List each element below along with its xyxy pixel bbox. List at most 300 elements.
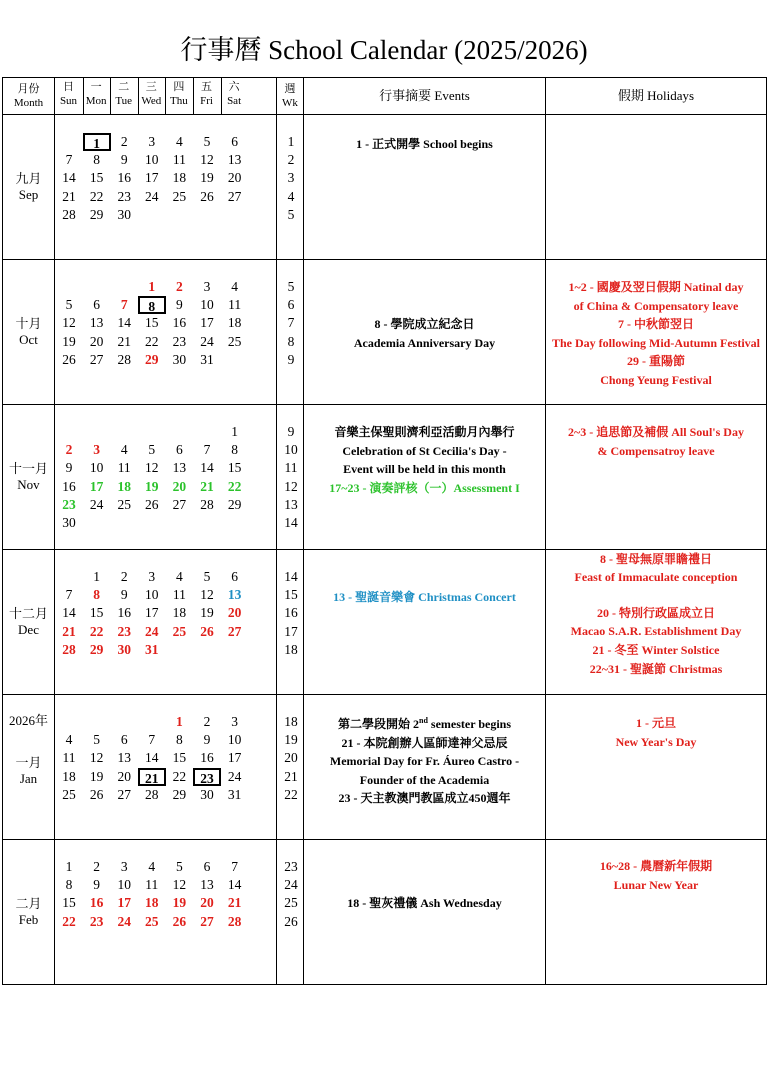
month-header-zh: 月份 [17, 83, 40, 95]
week-number: 26 [284, 913, 298, 929]
holiday-line: & Compensatroy leave [597, 443, 715, 458]
day-cell: 3 [203, 279, 211, 294]
holiday-line: 29 - 重陽節 [627, 354, 685, 368]
day-cell: 8 [176, 732, 183, 748]
weekday-sun [55, 80, 82, 108]
day-cell: 26 [200, 188, 214, 204]
day-cell: 6 [176, 442, 183, 458]
event-line: 21 - 本院創辦人區師達神父忌辰 [341, 735, 508, 750]
day-cell: 11 [145, 877, 159, 893]
day-cell: 4 [120, 442, 128, 458]
week-number: 16 [284, 605, 298, 621]
day-cell: 29 [172, 786, 187, 802]
header-row [3, 78, 767, 115]
day-cell: 7 [231, 859, 238, 874]
day-cell: 25 [172, 623, 187, 639]
day-cell: 2 [120, 569, 128, 584]
month-row-dec [3, 550, 767, 695]
day-cell: 1 [176, 714, 183, 729]
day-cell: 25 [117, 496, 131, 512]
day-cell: 8 [65, 877, 73, 893]
event-line: 13 - 聖誕音樂會 Christmas Concert [333, 590, 516, 604]
day-cell: 13 [172, 460, 187, 476]
day-cell: 29 [89, 206, 104, 222]
event-line: Memorial Day for Fr. Áureo Castro - [329, 754, 520, 768]
day-cell: 6 [93, 297, 100, 313]
weekday-en: Thu [170, 95, 188, 107]
day-cell: 19 [89, 768, 104, 784]
holiday-line: New Year's Day [615, 734, 697, 749]
week-number: 15 [284, 587, 298, 603]
day-cell: 14 [62, 605, 76, 621]
month-zh: 九月 [15, 171, 42, 186]
month-days-grid [55, 695, 277, 840]
day-cell: 6 [231, 569, 238, 584]
day-cell: 7 [65, 587, 73, 603]
day-cell: 1 [148, 279, 156, 294]
day-cell: 9 [203, 732, 211, 748]
day-cell: 7 [148, 732, 156, 748]
day-cell: 2 [93, 859, 100, 874]
month-days-grid [55, 405, 277, 550]
day-cell: 29 [89, 641, 104, 657]
month-label [3, 695, 55, 840]
day-cell: 13 [227, 152, 242, 168]
event-line: 音樂主保聖則濟利亞活動月內舉行 [334, 425, 515, 439]
day-cell: 24 [145, 188, 159, 204]
day-cell: 16 [172, 315, 187, 331]
week-number: 6 [287, 297, 295, 313]
weekday-zh: 二 [118, 81, 130, 93]
day-cell: 20 [200, 895, 214, 911]
day-cell: 28 [62, 206, 76, 222]
event-line: 8 - 學院成立紀念日 [374, 317, 475, 331]
day-cell: 24 [145, 623, 159, 639]
week-number: 14 [284, 515, 298, 530]
day-cell: 27 [227, 188, 242, 204]
month-label [3, 260, 55, 405]
day-cell: 2 [65, 442, 73, 458]
day-cell: 4 [231, 279, 238, 294]
day-cell: 19 [145, 478, 159, 494]
day-cell: 30 [117, 206, 131, 222]
day-cell: 21 [62, 188, 76, 204]
events-cell [304, 840, 546, 985]
week-number: 1 [287, 134, 295, 149]
day-cell: 13 [117, 750, 131, 766]
month-zh: 十一月 [8, 461, 48, 476]
day-cell: 11 [172, 587, 186, 603]
day-cell: 27 [227, 623, 242, 639]
day-cell: 14 [227, 877, 242, 893]
month-zh: 十月 [15, 316, 42, 331]
day-cell: 4 [65, 732, 73, 748]
month-label [3, 405, 55, 550]
day-cell: 13 [227, 587, 242, 603]
holidays-cell [546, 260, 767, 405]
week-number: 14 [284, 569, 298, 584]
weekday-en: Mon [85, 95, 107, 107]
day-cell: 23 [172, 333, 187, 349]
holiday-line: 16~28 - 農曆新年假期 [599, 859, 713, 873]
day-cell: 17 [145, 605, 159, 621]
day-cell: 10 [200, 297, 214, 313]
day-cell: 15 [89, 605, 104, 621]
day-cell: 24 [200, 333, 214, 349]
week-header-en: Wk [282, 97, 298, 109]
year-label: 2026年 [8, 713, 48, 728]
day-cell: 19 [172, 895, 187, 911]
event-line: 17~23 - 演奏評核（一）Assessment I [329, 480, 520, 495]
day-cell: 4 [148, 859, 156, 874]
weekday-zh: 六 [228, 81, 240, 93]
day-cell: 24 [89, 496, 104, 512]
week-number: 22 [284, 786, 298, 802]
month-days-grid [55, 115, 277, 260]
holidays-cell [546, 550, 767, 695]
month-header-en: Month [13, 97, 44, 109]
events-cell [304, 550, 546, 695]
events-header: 行事摘要 Events [304, 78, 546, 115]
day-cell: 19 [62, 333, 76, 349]
day-cell: 15 [145, 315, 159, 331]
week-number: 9 [287, 424, 295, 439]
day-cell: 15 [227, 460, 242, 476]
weekday-en: Sun [59, 95, 78, 107]
holiday-line: 20 - 特別行政區成立日 [597, 606, 715, 620]
day-cell: 16 [117, 170, 131, 186]
week-numbers [277, 840, 304, 985]
day-cell: 16 [89, 895, 104, 911]
day-cell: 21 [138, 768, 166, 786]
week-number: 19 [284, 732, 298, 748]
week-number: 17 [284, 623, 298, 639]
day-cell: 1 [83, 133, 111, 151]
day-cell: 27 [172, 496, 187, 512]
day-cell: 16 [62, 478, 76, 494]
month-row-feb [3, 840, 767, 985]
day-cell: 5 [203, 569, 211, 584]
day-cell: 20 [172, 478, 187, 494]
weekday-wed [138, 80, 165, 108]
holidays-cell [546, 405, 767, 550]
day-cell: 19 [200, 605, 214, 621]
day-cell: 14 [117, 315, 131, 331]
weekday-mon [83, 80, 110, 108]
event-line: 第二學段開始 2nd semester begins [337, 716, 512, 731]
holiday-line: 21 - 冬至 Winter Solstice [592, 643, 720, 657]
event-line: Founder of the Academia [359, 772, 490, 787]
week-number: 10 [284, 442, 298, 458]
week-numbers [277, 260, 304, 405]
day-cell: 22 [227, 478, 242, 494]
month-row-jan [3, 695, 767, 840]
day-cell: 11 [172, 152, 186, 168]
day-cell: 18 [172, 605, 187, 621]
day-cell: 6 [231, 134, 238, 149]
day-cell: 18 [145, 895, 159, 911]
day-cell: 23 [62, 496, 76, 512]
holiday-line: The Day following Mid-Autumn Festival [551, 335, 760, 350]
week-number: 5 [287, 206, 295, 222]
day-cell: 12 [200, 152, 214, 168]
day-cell: 15 [89, 170, 104, 186]
day-cell: 26 [89, 786, 104, 802]
week-numbers [277, 695, 304, 840]
week-numbers [277, 115, 304, 260]
day-cell: 4 [176, 569, 183, 584]
month-zh: 一月 [15, 755, 42, 770]
day-cell: 16 [117, 605, 131, 621]
day-cell: 12 [200, 587, 214, 603]
day-cell: 5 [93, 732, 100, 748]
day-cell: 26 [200, 623, 214, 639]
week-number: 5 [287, 279, 295, 294]
month-en: Jan [19, 771, 38, 786]
day-cell: 30 [200, 786, 214, 802]
day-cell: 17 [117, 895, 131, 911]
day-cell: 5 [203, 134, 211, 149]
day-cell: 18 [117, 478, 131, 494]
day-cell: 8 [93, 587, 100, 603]
day-cell: 23 [117, 623, 131, 639]
weekday-en: Wed [141, 95, 162, 107]
day-cell: 2 [120, 134, 128, 149]
day-cell: 14 [62, 170, 76, 186]
week-numbers [277, 550, 304, 695]
weekday-zh: 四 [173, 81, 185, 93]
day-cell: 28 [62, 641, 76, 657]
holiday-line: of China & Compensatory leave [573, 298, 739, 313]
events-cell [304, 115, 546, 260]
day-cell: 1 [231, 424, 238, 439]
day-cell: 22 [62, 913, 76, 929]
day-cell: 9 [120, 587, 128, 603]
day-cell: 20 [227, 170, 242, 186]
day-cell: 2 [203, 714, 211, 729]
holiday-line: 22~31 - 聖誕節 Christmas [589, 662, 723, 676]
day-cell: 24 [117, 913, 131, 929]
day-cell: 20 [89, 333, 104, 349]
day-cell: 11 [62, 750, 76, 766]
event-line: 23 - 天主教澳門教區成立450週年 [338, 791, 511, 805]
events-cell [304, 695, 546, 840]
day-cell: 2 [176, 279, 183, 294]
day-cell: 28 [117, 351, 131, 367]
week-number: 2 [287, 152, 295, 168]
weekday-fri [193, 80, 220, 108]
day-cell: 7 [203, 442, 211, 458]
day-cell: 24 [227, 768, 242, 784]
day-cell: 17 [145, 170, 159, 186]
month-en: Feb [18, 912, 39, 927]
day-cell: 26 [172, 913, 187, 929]
week-number: 25 [284, 895, 298, 911]
day-cell: 8 [93, 152, 100, 168]
day-cell: 7 [65, 152, 73, 168]
week-number: 8 [287, 333, 295, 349]
day-cell: 17 [200, 315, 214, 331]
day-cell: 9 [120, 152, 128, 168]
day-cell: 3 [120, 859, 128, 874]
day-cell: 25 [227, 333, 242, 349]
holiday-line: Feast of Immaculate conception [574, 570, 738, 584]
day-cell: 23 [193, 768, 221, 786]
event-line: Academia Anniversary Day [353, 335, 496, 350]
week-number: 24 [284, 877, 298, 893]
weekday-en: Sat [227, 95, 242, 107]
day-cell: 20 [227, 605, 242, 621]
day-cell: 13 [89, 315, 104, 331]
day-cell: 11 [228, 297, 242, 313]
day-cell: 30 [117, 641, 131, 657]
month-zh: 二月 [15, 896, 42, 911]
day-cell: 22 [172, 768, 187, 784]
weekday-zh: 日 [63, 81, 74, 93]
day-cell: 22 [89, 188, 104, 204]
day-cell: 13 [200, 877, 214, 893]
holidays-cell [546, 840, 767, 985]
weekday-en: Tue [115, 95, 133, 107]
day-cell: 21 [200, 478, 214, 494]
weekday-en: Fri [200, 95, 213, 107]
week-number: 9 [287, 351, 295, 367]
events-cell [304, 405, 546, 550]
day-cell: 3 [148, 569, 156, 584]
day-cell: 15 [172, 750, 187, 766]
holiday-line: Chong Yeung Festival [600, 372, 712, 387]
week-number: 21 [284, 768, 298, 784]
day-cell: 19 [200, 170, 214, 186]
holidays-cell [546, 115, 767, 260]
day-cell: 25 [145, 913, 159, 929]
day-cell: 6 [120, 732, 128, 748]
day-cell: 21 [117, 333, 131, 349]
weekday-zh: 五 [201, 81, 212, 93]
month-days-grid [55, 550, 277, 695]
month-en: Sep [18, 187, 39, 202]
day-cell: 23 [89, 913, 104, 929]
day-cell: 16 [200, 750, 214, 766]
day-cell: 12 [89, 750, 104, 766]
day-cell: 28 [145, 786, 159, 802]
day-cell: 3 [148, 134, 156, 149]
holidays-header: 假期 Holidays [546, 78, 767, 115]
week-number: 18 [284, 641, 298, 657]
month-row-oct [3, 260, 767, 405]
day-cell: 22 [145, 333, 159, 349]
event-line: 1 - 正式開學 School begins [356, 137, 493, 151]
day-cell: 17 [89, 478, 104, 494]
month-row-nov [3, 405, 767, 550]
day-cell: 27 [117, 786, 131, 802]
week-number: 23 [284, 859, 298, 874]
week-number: 3 [287, 170, 295, 186]
page-title: 行事曆 School Calendar (2025/2026) [180, 35, 588, 65]
day-cell: 26 [62, 351, 76, 367]
holiday-line: 1~2 - 國慶及翌日假期 Natinal day [568, 280, 744, 294]
event-line: Event will be held in this month [343, 462, 506, 476]
day-cell: 18 [227, 315, 242, 331]
day-cell: 9 [176, 297, 183, 313]
day-cell: 17 [227, 750, 242, 766]
day-cell: 9 [65, 460, 73, 476]
weekday-thu [165, 80, 192, 108]
weekday-sat [221, 80, 248, 108]
day-cell: 7 [120, 297, 128, 313]
day-cell: 10 [117, 877, 131, 893]
day-cell: 15 [62, 895, 76, 911]
day-cell: 1 [65, 859, 73, 874]
week-number: 4 [287, 188, 295, 204]
day-cell: 11 [117, 460, 131, 476]
day-cell: 30 [172, 351, 187, 367]
weekday-zh: 一 [90, 81, 102, 93]
week-number: 12 [284, 478, 298, 494]
day-cell: 8 [138, 296, 166, 314]
month-days-grid [55, 840, 277, 985]
month-en: Dec [18, 622, 39, 637]
events-cell [304, 260, 546, 405]
day-cell: 14 [200, 460, 214, 476]
day-cell: 25 [172, 188, 187, 204]
event-line: 18 - 聖灰禮儀 Ash Wednesday [347, 896, 502, 910]
day-cell: 31 [145, 641, 159, 657]
holiday-line: 2~3 - 追思節及補假 All Soul's Day [568, 425, 744, 439]
holiday-line: 7 - 中秋節翌日 [618, 317, 694, 331]
week-number: 11 [284, 460, 298, 476]
day-cell: 23 [117, 188, 131, 204]
month-label [3, 115, 55, 260]
month-header [3, 78, 55, 115]
week-number: 20 [284, 750, 298, 766]
holiday-line: 8 - 聖母無原罪瞻禮日 [600, 552, 712, 566]
holiday-line: 1 - 元旦 [636, 716, 676, 730]
day-cell: 26 [145, 496, 159, 512]
month-row-sep [3, 115, 767, 260]
month-label [3, 840, 55, 985]
day-cell: 27 [89, 351, 104, 367]
day-cell: 12 [172, 877, 187, 893]
day-cell: 6 [203, 859, 211, 874]
day-cell: 31 [200, 351, 214, 367]
week-number: 18 [284, 714, 298, 729]
day-cell: 31 [227, 786, 242, 802]
month-label [3, 550, 55, 695]
day-cell: 29 [145, 351, 159, 367]
event-line: Celebration of St Cecilia's Day - [342, 443, 507, 458]
day-cell: 20 [117, 768, 131, 784]
day-cell: 12 [145, 460, 159, 476]
holidays-cell [546, 695, 767, 840]
day-cell: 22 [89, 623, 104, 639]
day-cell: 5 [176, 859, 183, 874]
week-header-zh: 週 [284, 83, 296, 95]
day-cell: 14 [145, 750, 159, 766]
day-cell: 28 [227, 913, 242, 929]
day-cell: 28 [200, 496, 214, 512]
day-cell: 4 [176, 134, 183, 149]
day-cell: 1 [93, 569, 100, 584]
week-number: 7 [287, 315, 295, 331]
month-zh: 十二月 [8, 606, 48, 621]
day-cell: 5 [148, 442, 156, 458]
weekday-header [55, 78, 277, 115]
day-cell: 3 [93, 442, 100, 458]
day-cell: 21 [227, 895, 242, 911]
day-cell: 29 [227, 496, 242, 512]
day-cell: 10 [227, 732, 242, 748]
